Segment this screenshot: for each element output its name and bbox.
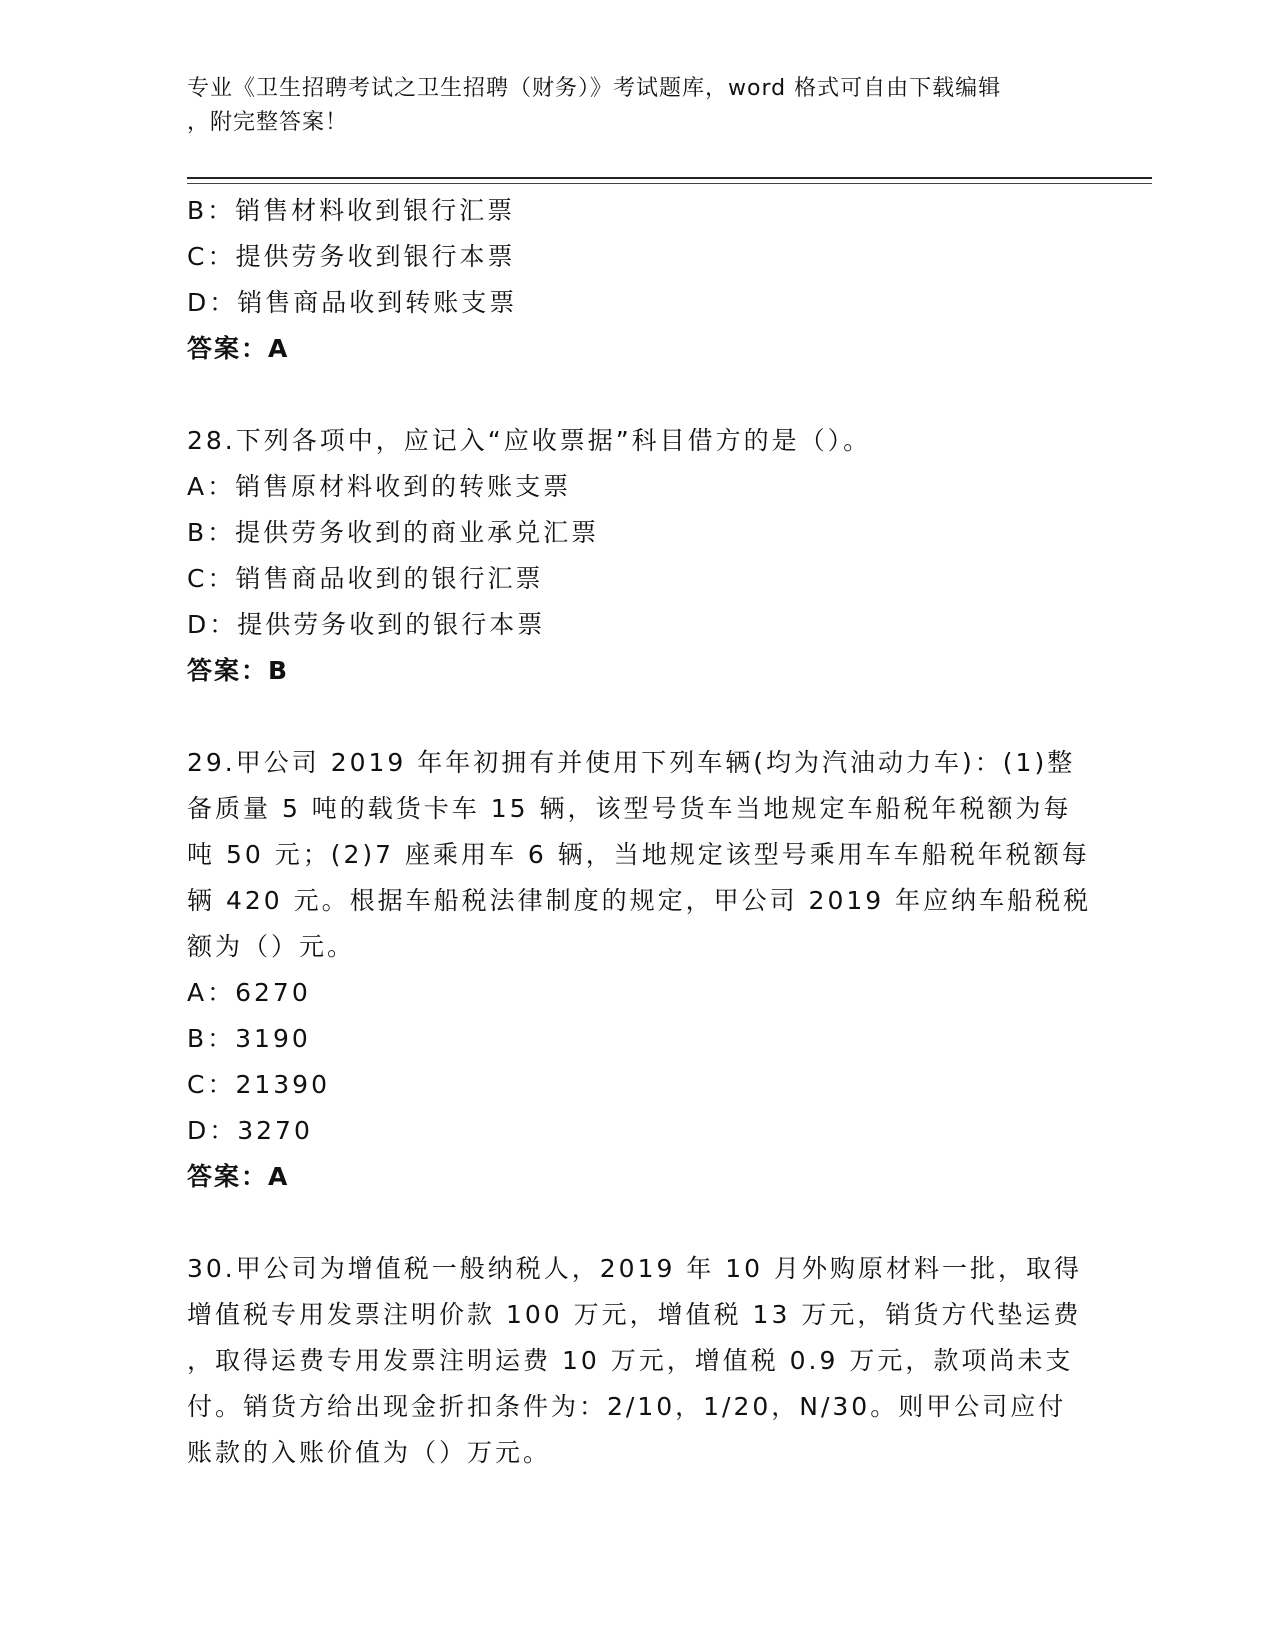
answer-line: 答案：A bbox=[187, 1162, 290, 1191]
question-text-line: 29.甲公司 2019 年年初拥有并使用下列车辆(均为汽油动力车)：(1)整 bbox=[187, 748, 1076, 777]
spacer bbox=[187, 1200, 1087, 1246]
option-a: A：6270 bbox=[187, 978, 311, 1007]
spacer bbox=[187, 372, 1087, 418]
question-text-line: 吨 50 元；(2)7 座乘用车 6 辆，当地规定该型号乘用车车船税年税额每 bbox=[187, 840, 1090, 869]
header-divider-thick bbox=[187, 177, 1152, 179]
question-text-line: 账款的入账价值为（）万元。 bbox=[187, 1438, 552, 1467]
header-divider-thin bbox=[187, 183, 1152, 184]
option-d: D：提供劳务收到的银行本票 bbox=[187, 610, 546, 639]
document-header bbox=[187, 72, 1087, 140]
spacer bbox=[187, 694, 1087, 740]
question-content bbox=[187, 188, 1092, 1476]
question-text-line: 增值税专用发票注明价款 100 万元，增值税 13 万元，销货方代垫运费 bbox=[187, 1300, 1082, 1329]
question-text-line: 30.甲公司为增值税一般纳税人，2019 年 10 月外购原材料一批，取得 bbox=[187, 1254, 1083, 1283]
answer-line: 答案：A bbox=[187, 334, 290, 363]
question-text: 28.下列各项中，应记入“应收票据”科目借方的是（）。 bbox=[187, 426, 872, 455]
question-29 bbox=[187, 740, 1092, 1200]
option-d: D：3270 bbox=[187, 1116, 313, 1145]
prev-question-block bbox=[187, 188, 1087, 372]
option-d: D：销售商品收到转账支票 bbox=[187, 288, 518, 317]
option-c: C：提供劳务收到银行本票 bbox=[187, 242, 516, 271]
answer-line: 答案：B bbox=[187, 656, 290, 685]
question-text-line: 备质量 5 吨的载货卡车 15 辆，该型号货车当地规定车船税年税额为每 bbox=[187, 794, 1072, 823]
option-b: B：提供劳务收到的商业承兑汇票 bbox=[187, 518, 600, 547]
question-30 bbox=[187, 1246, 1087, 1476]
header-line-1: 专业《卫生招聘考试之卫生招聘（财务）》考试题库，word 格式可自由下载编辑 bbox=[187, 76, 1002, 101]
option-b: B：销售材料收到银行汇票 bbox=[187, 196, 516, 225]
option-a: A：销售原材料收到的转账支票 bbox=[187, 472, 572, 501]
option-b: B：3190 bbox=[187, 1024, 311, 1053]
question-text-line: 付。销货方给出现金折扣条件为：2/10，1/20，N/30。则甲公司应付 bbox=[187, 1392, 1067, 1421]
question-text-line: 辆 420 元。根据车船税法律制度的规定，甲公司 2019 年应纳车船税税 bbox=[187, 886, 1092, 915]
option-c: C：21390 bbox=[187, 1070, 330, 1099]
question-text-line: 额为（）元。 bbox=[187, 932, 356, 961]
question-28 bbox=[187, 418, 1087, 694]
header-line-2: ，附完整答案！ bbox=[187, 110, 349, 135]
question-text-line: ，取得运费专用发票注明运费 10 万元，增值税 0.9 万元，款项尚未支 bbox=[187, 1346, 1074, 1375]
option-c: C：销售商品收到的银行汇票 bbox=[187, 564, 544, 593]
